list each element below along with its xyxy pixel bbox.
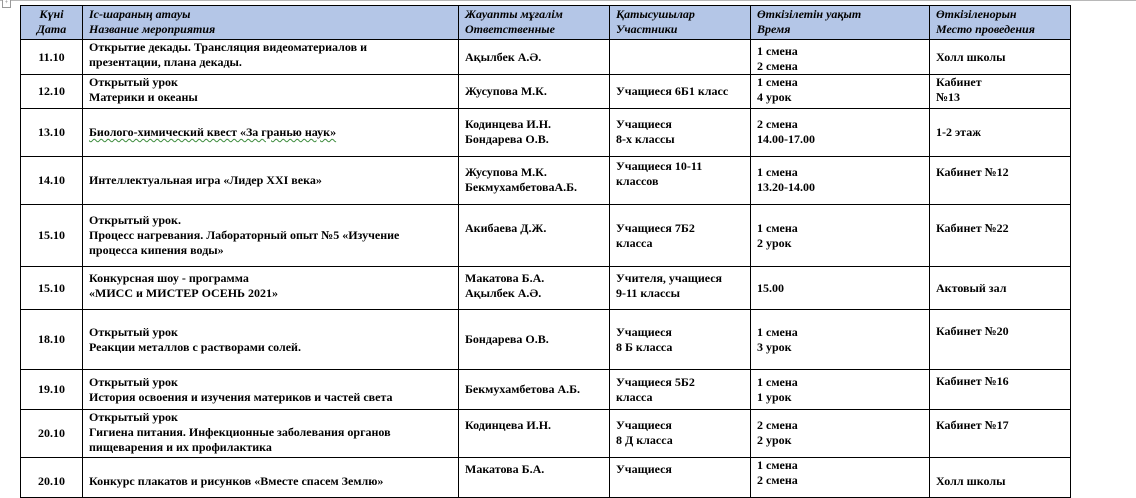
cell-time: 1 смена 2 смена [751,40,930,75]
cell-place: Холл школы [930,40,1071,75]
cell-date: 20.10 [21,458,83,498]
event-schedule-table [20,5,1071,498]
table-row [21,40,1071,75]
cell-date: 11.10 [21,40,83,75]
cell-time: 1 смена 1 урок [751,370,930,410]
table-row [21,109,1071,157]
cell-participants: Учащиеся 8-х классы [610,109,751,157]
cell-time: 1 смена 4 урок [751,75,930,109]
header-place: Өткізіленорын Место проведения [930,6,1071,40]
cell-teacher: Жусупова М.К. БекмухамбетоваА.Б. [459,157,610,205]
cell-date: 19.10 [21,370,83,410]
cell-place: Кабинет №20 [930,310,1071,370]
cell-place: Актовый зал [930,267,1071,310]
event-text: Биолого-химический квест «За гранью наук» [89,125,337,139]
cell-event: Конкурс плакатов и рисунков «Вместе спасем Землю» [83,458,459,498]
cell-participants: Учащиеся 6Б1 класс [610,75,751,109]
cell-event: Открытый урок. Процесс нагревания. Лабораторный опыт №5 «Изучение процесса кипения воды» [83,205,459,267]
header-event: Іс-шараның атауы Название мероприятия [83,6,459,40]
table-move-handle-icon[interactable]: + [2,0,11,8]
cell-date: 12.10 [21,75,83,109]
cell-teacher: Акибаева Д.Ж. [459,205,610,267]
table-header-row [21,6,1071,40]
cell-time: 2 смена 2 урок [751,410,930,458]
cell-teacher: Бекмухамбетова А.Б. [459,370,610,410]
cell-participants: Учащиеся 5Б2 класса [610,370,751,410]
table-row [21,310,1071,370]
cell-participants: Учащиеся 10-11 классов [610,157,751,205]
cell-time: 1 смена 2 смена [751,458,930,498]
table-row [21,157,1071,205]
cell-place: Кабинет №12 [930,157,1071,205]
header-time: Өткізілетін уақыт Время [751,6,930,40]
table-row [21,370,1071,410]
cell-event: Интеллектуальная игра «Лидер XXI века» [83,157,459,205]
cell-place: Кабинет №17 [930,410,1071,458]
table-row [21,205,1071,267]
cell-participants [610,40,751,75]
cell-place: Холл школы [930,458,1071,498]
cell-place: Кабинет №13 [930,75,1071,109]
cell-participants: Учащиеся [610,458,751,498]
cell-teacher: Макатова Б.А. Ақылбек А.Ә. [459,267,610,310]
cell-date: 15.10 [21,267,83,310]
cell-event: Открытый урок Материки и океаны [83,75,459,109]
cell-teacher: Бондарева О.В. [459,310,610,370]
header-teacher: Жауапты мұғалім Ответственные [459,6,610,40]
cell-time: 1 смена 3 урок [751,310,930,370]
cell-teacher: Кодинцева И.Н. Бондарева О.В. [459,109,610,157]
cell-time: 1 смена 13.20-14.00 [751,157,930,205]
cell-date: 14.10 [21,157,83,205]
cell-teacher: Ақылбек А.Ә. [459,40,610,75]
cell-participants: Учащиеся 8 Д класса [610,410,751,458]
cell-place: 1-2 этаж [930,109,1071,157]
cell-event [83,109,459,157]
cell-teacher: Жусупова М.К. [459,75,610,109]
table-row [21,75,1071,109]
cell-teacher: Макатова Б.А. [459,458,610,498]
cell-place: Кабинет №22 [930,205,1071,267]
cell-date: 15.10 [21,205,83,267]
cell-time: 2 смена 14.00-17.00 [751,109,930,157]
cell-participants: Учащиеся 8 Б класса [610,310,751,370]
table-row [21,410,1071,458]
cell-event: Конкурсная шоу - программа «МИСС и МИСТЕР ОСЕНЬ 2021» [83,267,459,310]
table-row [21,458,1071,498]
cell-event: Открытый урок Реакции металлов с растворами солей. [83,310,459,370]
cell-event: Открытый урок История освоения и изучения материков и частей света [83,370,459,410]
cell-participants: Учителя, учащиеся 9-11 классы [610,267,751,310]
header-date: Күні Дата [21,6,83,40]
cell-date: 13.10 [21,109,83,157]
cell-event: Открытие декады. Трансляция видеоматериалов и презентации, плана декады. [83,40,459,75]
cell-event: Открытый урок Гигиена питания. Инфекционные заболевания органов пищеварения и их профилактика [83,410,459,458]
table-row [21,267,1071,310]
cell-teacher: Кодинцева И.Н. [459,410,610,458]
cell-time: 15.00 [751,267,930,310]
cell-date: 20.10 [21,410,83,458]
cell-date: 18.10 [21,310,83,370]
cell-place: Кабинет №16 [930,370,1071,410]
header-participants: Қатысушылар Участники [610,6,751,40]
cell-participants: Учащиеся 7Б2 класса [610,205,751,267]
cell-time: 1 смена 2 урок [751,205,930,267]
